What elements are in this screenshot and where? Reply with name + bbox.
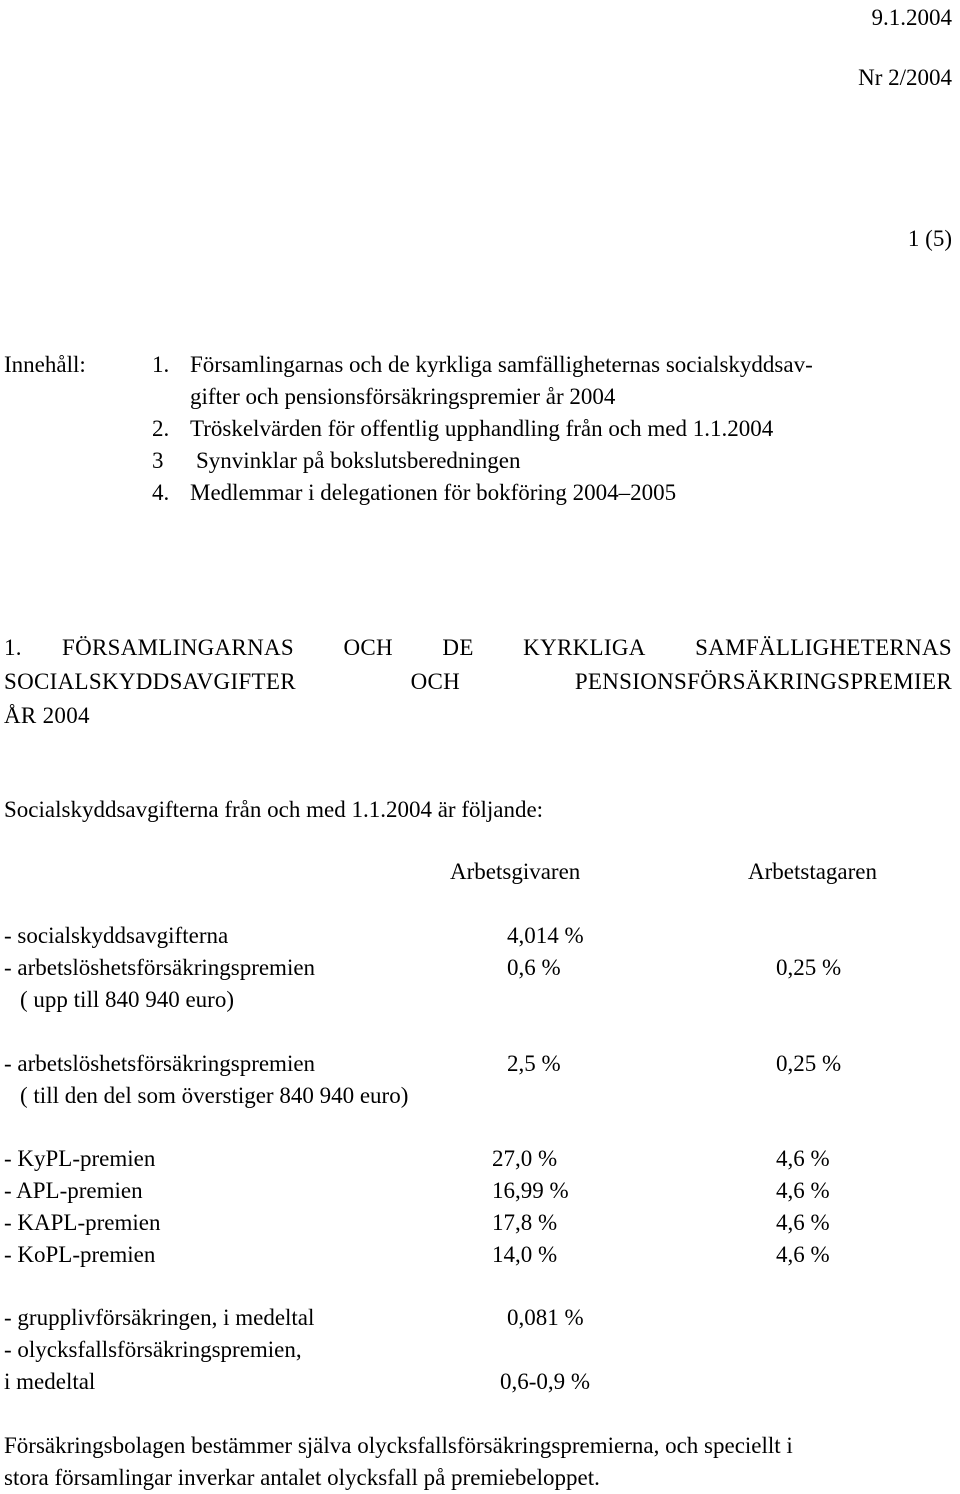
toc-item-text: Tröskelvärden för offentlig upphandling från och med 1.1.2004	[190, 416, 774, 441]
page-number: 1 (5)	[907, 226, 952, 251]
employee-rate: 4,6 %	[776, 1178, 830, 1203]
row-label: - APL-premien	[4, 1178, 143, 1203]
employer-rate: 14,0 %	[492, 1242, 558, 1267]
employer-rate: 0,6 %	[507, 955, 561, 980]
employee-rate: 4,6 %	[776, 1242, 830, 1267]
section-title-line-2	[4, 666, 952, 698]
toc-item-text: gifter och pensionsförsäkringspremier år 2004	[190, 384, 616, 409]
employer-rate: 2,5 %	[507, 1051, 561, 1076]
employer-rate: 0,6-0,9 %	[500, 1369, 591, 1394]
employee-rate: 0,25 %	[776, 1051, 842, 1076]
employer-rate: 4,014 %	[507, 923, 584, 948]
issue-number: Nr 2/2004	[858, 65, 952, 90]
title-word: DE	[442, 635, 474, 660]
employee-rate: 0,25 %	[776, 955, 842, 980]
row-note: ( till den del som överstiger 840 940 euro)	[20, 1083, 409, 1108]
title-word: SOCIALSKYDDSAVGIFTER	[4, 669, 296, 694]
employer-rate: 0,081 %	[507, 1305, 584, 1330]
employee-rate: 4,6 %	[776, 1146, 830, 1171]
section-number: 1.	[4, 635, 22, 660]
toc-item-number: 1.	[152, 352, 170, 377]
title-word: KYRKLIGA	[523, 635, 646, 660]
section-title-line-1	[62, 632, 952, 664]
employee-rate: 4,6 %	[776, 1210, 830, 1235]
document-date: 9.1.2004	[871, 5, 952, 30]
employer-rate: 27,0 %	[492, 1146, 558, 1171]
toc-label: Innehåll:	[4, 352, 86, 377]
title-word: OCH	[343, 635, 393, 660]
title-word: PENSIONSFÖRSÄKRINGSPREMIER	[574, 669, 952, 694]
column-header-employer: Arbetsgivaren	[450, 859, 581, 884]
toc-item-text: Synvinklar på bokslutsberedningen	[196, 448, 521, 473]
row-label: - arbetslöshetsförsäkringspremien	[4, 955, 316, 980]
row-label: - KAPL-premien	[4, 1210, 161, 1235]
employer-rate: 16,99 %	[492, 1178, 569, 1203]
toc-item-number: 4.	[152, 480, 170, 505]
title-word: OCH	[410, 669, 461, 694]
row-label: - grupplivförsäkringen, i medeltal	[4, 1305, 315, 1330]
row-label: - socialskyddsavgifterna	[4, 923, 229, 948]
intro-text: Socialskyddsavgifterna från och med 1.1.2004 är följande:	[4, 797, 544, 822]
title-word: SAMFÄLLIGHETERNAS	[695, 635, 952, 660]
footer-paragraph-line: Försäkringsbolagen bestämmer själva olycksfallsförsäkringspremierna, och speciellt i	[4, 1433, 793, 1458]
row-label: - arbetslöshetsförsäkringspremien	[4, 1051, 316, 1076]
row-label: i medeltal	[4, 1369, 96, 1394]
title-word: FÖRSAMLINGARNAS	[62, 635, 294, 660]
row-label: - KyPL-premien	[4, 1146, 156, 1171]
toc-item-number: 3	[152, 448, 164, 473]
row-label: - olycksfallsförsäkringspremien,	[4, 1337, 302, 1362]
toc-item-text: Medlemmar i delegationen för bokföring 2004–2005	[190, 480, 677, 505]
toc-item-text: Församlingarnas och de kyrkliga samfälligheternas socialskyddsav-	[190, 352, 813, 377]
column-header-employee: Arbetstagaren	[748, 859, 877, 884]
section-title-line-3: ÅR 2004	[4, 703, 90, 728]
row-note: ( upp till 840 940 euro)	[20, 987, 234, 1012]
employer-rate: 17,8 %	[492, 1210, 558, 1235]
row-label: - KoPL-premien	[4, 1242, 156, 1267]
footer-paragraph-line: stora församlingar inverkar antalet olycksfall på premiebeloppet.	[4, 1465, 600, 1490]
toc-item-number: 2.	[152, 416, 170, 441]
